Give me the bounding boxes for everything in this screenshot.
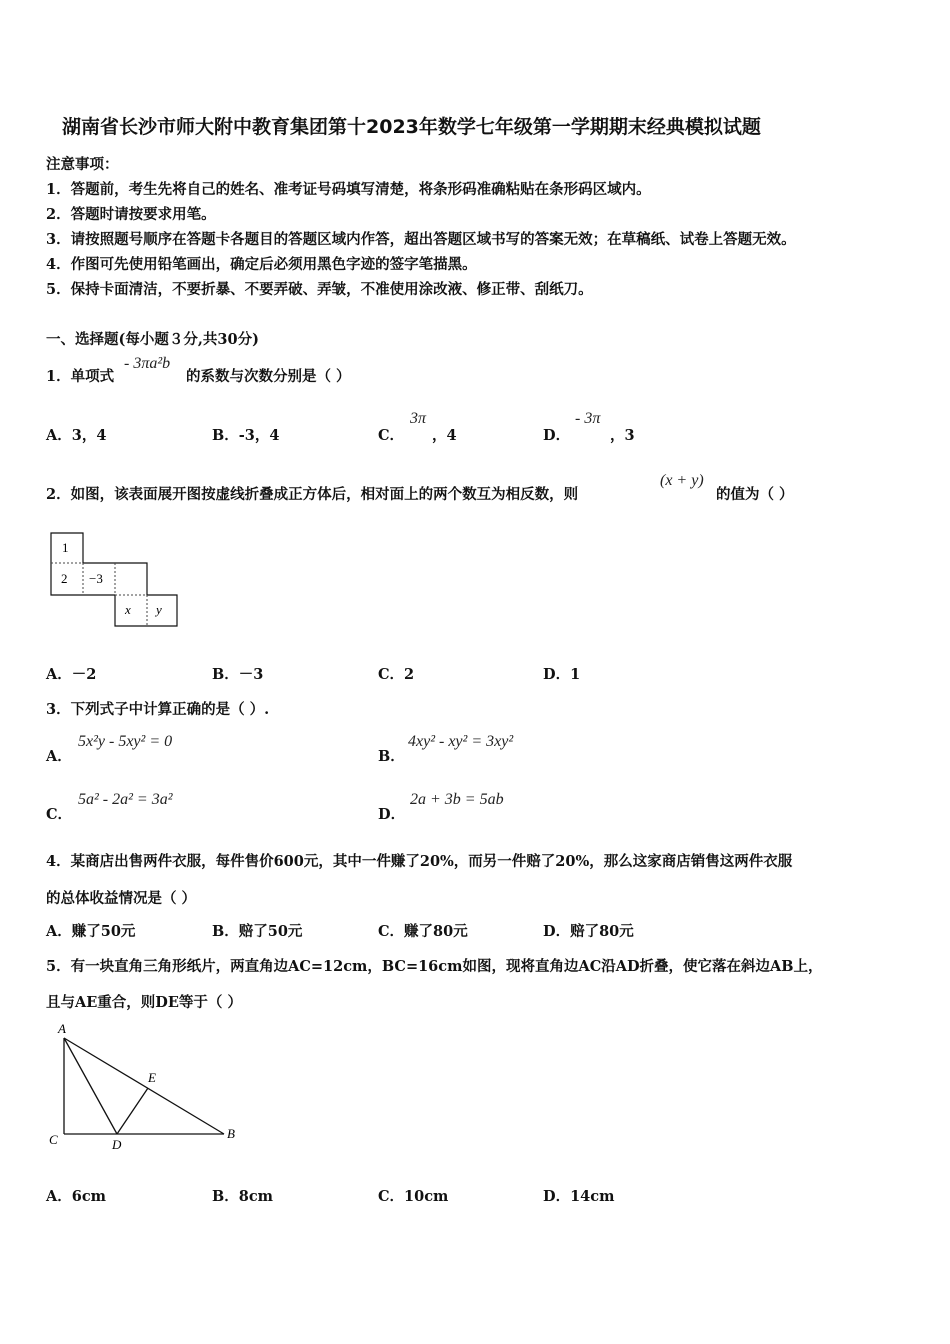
q2-stem-pre: 2．如图，该表面展开图按虚线折叠成正方体后，相对面上的两个数互为相反数，则 [46, 486, 579, 503]
q4-option-a: A．赚了50元 [46, 923, 136, 940]
q3-option-a-math: 5x²y - 5xy² = 0 [78, 733, 173, 750]
q5-stem-line1: 5．有一块直角三角形纸片，两直角边AC=12cm，BC=16cm如图，现将直角边AC沿AD折叠，使它落在斜边AB上， [46, 958, 823, 975]
notice-item-4: 4．作图可先使用铅笔画出，确定后必须用黑色字迹的签字笔描黑。 [46, 256, 477, 273]
triangle-fold-ad [64, 1038, 117, 1134]
notice-item-5: 5．保持卡面清洁，不要折暴、不要弄破、弄皱，不准使用涂改液、修正带、刮纸刀。 [46, 281, 593, 298]
q3-option-d-math: 2a + 3b = 5ab [410, 791, 504, 808]
vertex-b-label: B [227, 1126, 235, 1141]
triangle-figure [44, 1020, 244, 1155]
page-title: 湖南省长沙市师大附中教育集团第十2023年数学七年级第一学期期末经典模拟试题 [62, 116, 761, 138]
q4-option-b: B．赔了50元 [212, 923, 303, 940]
q1-option-d-math: - 3π [575, 410, 601, 427]
q2-option-c: C．2 [378, 666, 415, 683]
q1-option-d-label: D． [543, 427, 571, 444]
notice-item-3: 3．请按照题号顺序在答题卡各题目的答题区域内作答，超出答题区域书写的答案无效；在草稿纸、试卷上答题无效。 [46, 231, 796, 248]
q3-option-a-label: A． [46, 748, 72, 765]
q3-stem: 3．下列式子中计算正确的是（ ）. [46, 701, 270, 718]
q5-option-a: A．6cm [46, 1188, 107, 1205]
q5-stem-line2: 且与AE重合，则DE等于（ ） [46, 994, 242, 1011]
q1-expression: - 3πa²b [124, 355, 171, 372]
section-heading: 一、选择题(每小题３分,共30分) [46, 331, 259, 348]
q1-stem-pre: 1．单项式 [46, 368, 115, 385]
cube-cell-2: 2 [61, 571, 68, 586]
vertex-e-label: E [148, 1070, 156, 1085]
notice-item-2: 2．答题时请按要求用笔。 [46, 206, 216, 223]
cube-cell-neg3: −3 [89, 571, 103, 586]
q1-option-c-math: 3π [410, 410, 427, 427]
cube-cell-y: y [156, 602, 162, 617]
q5-option-c: C．10cm [378, 1188, 449, 1205]
q1-option-c-tail: ，4 [432, 427, 457, 444]
q1-option-d-tail: ，3 [610, 427, 635, 444]
q4-stem-line1: 4．某商店出售两件衣服，每件售价600元，其中一件赚了20%，而另一件赔了20%，那么这家商店销售这两件衣服 [46, 853, 793, 870]
q2-option-a: A．－2 [46, 666, 97, 683]
cube-cell-1: 1 [62, 540, 69, 555]
notice-heading: 注意事项： [46, 156, 119, 173]
q3-option-c-math: 5a² - 2a² = 3a² [78, 791, 173, 808]
triangle-segment-de [117, 1088, 148, 1134]
vertex-c-label: C [49, 1132, 58, 1147]
q2-stem-post: 的值为（ ） [716, 486, 794, 503]
triangle-side-ab [64, 1038, 224, 1134]
q1-option-c-label: C． [378, 427, 405, 444]
q4-stem-line2: 的总体收益情况是（ ） [46, 890, 197, 907]
vertex-d-label: D [112, 1137, 122, 1152]
cube-net-figure [48, 530, 182, 630]
q2-expression: (x + y) [660, 472, 704, 489]
q3-option-c-label: C． [46, 806, 73, 823]
vertex-a-label: A [58, 1021, 66, 1036]
q2-option-d: D．1 [543, 666, 581, 683]
q3-option-b-label: B． [378, 748, 405, 765]
q5-option-b: B．8cm [212, 1188, 274, 1205]
q4-option-c: C．赚了80元 [378, 923, 468, 940]
q1-option-b: B．-3，4 [212, 427, 280, 444]
q1-option-a: A．3，4 [46, 427, 107, 444]
q4-option-d: D．赔了80元 [543, 923, 634, 940]
q3-option-d-label: D． [378, 806, 406, 823]
q1-stem-post: 的系数与次数分别是（ ） [186, 368, 351, 385]
cube-cell-x: x [125, 602, 131, 617]
q5-option-d: D．14cm [543, 1188, 615, 1205]
q2-option-b: B．－3 [212, 666, 264, 683]
notice-item-1: 1．答题前，考生先将自己的姓名、准考证号码填写清楚，将条形码准确粘贴在条形码区域内。 [46, 181, 651, 198]
q3-option-b-math: 4xy² - xy² = 3xy² [408, 733, 514, 750]
